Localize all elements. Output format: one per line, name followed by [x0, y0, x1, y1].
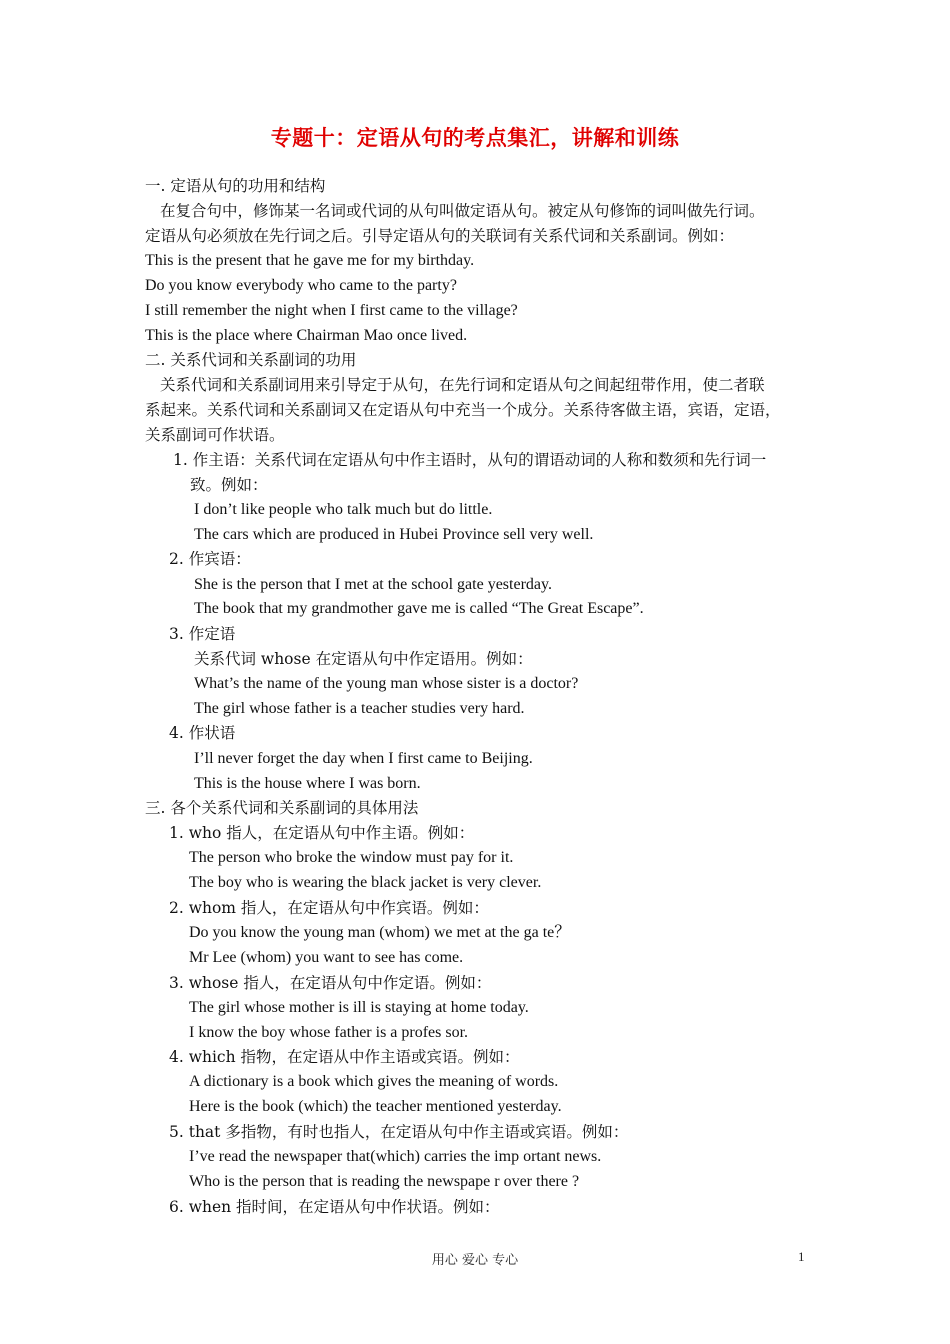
paragraph-line: 定语从句必须放在先行词之后。引导定语从句的关联词有关系代词和关系副词。例如： [145, 227, 735, 245]
example-sentence: I’ve read the newspaper that(which) carries the imp ortant news. [189, 1148, 602, 1165]
subsection-heading: 3. whose 指人，在定语从句中作定语。例如： [169, 974, 492, 992]
paragraph-line: 关系副词可作状语。 [145, 426, 285, 444]
page-title: 专题十：定语从句的考点集汇，讲解和训练 [270, 126, 680, 150]
example-sentence: I don’t like people who talk much but do little. [194, 501, 493, 518]
section-heading-3: 三. 各个关系代词和关系副词的具体用法 [145, 799, 419, 817]
subsection-heading: 5. that 多指物，有时也指人，在定语从句中作主语或宾语。例如： [169, 1123, 629, 1141]
subsection-heading: 2. whom 指人，在定语从句中作宾语。例如： [169, 899, 489, 917]
subsection-heading: 1. who 指人，在定语从句中作主语。例如： [169, 824, 475, 842]
example-sentence: A dictionary is a book which gives the meaning of words. [189, 1073, 559, 1090]
example-sentence: The girl whose mother is ill is staying at home today. [189, 999, 529, 1016]
subsection-heading: 4. 作状语 [169, 724, 236, 742]
section-heading-2: 二. 关系代词和关系副词的功用 [145, 351, 357, 369]
example-sentence: I’ll never forget the day when I first came to Beijing. [194, 750, 533, 767]
example-sentence: The girl whose father is a teacher studies very hard. [194, 700, 525, 717]
example-sentence: The cars which are produced in Hubei Province sell very well. [194, 526, 594, 543]
paragraph-line: 致。例如： [190, 476, 268, 494]
subsection-heading: 6. when 指时间，在定语从句中作状语。例如： [169, 1198, 500, 1216]
example-sentence: This is the place where Chairman Mao once lived. [145, 327, 468, 344]
example-sentence: Do you know the young man (whom) we met at the ga te？ [189, 924, 571, 941]
paragraph-line: 关系代词和关系副词用来引导定于从句，在先行词和定语从句之间起纽带作用，使二者联 [160, 376, 765, 394]
example-sentence: I still remember the night when I first came to the village? [145, 302, 518, 319]
subsection-heading: 4. which 指物，在定语从中作主语或宾语。例如： [169, 1048, 520, 1066]
example-sentence: The person who broke the window must pay for it. [189, 849, 514, 866]
example-sentence: This is the house where I was born. [194, 775, 421, 792]
example-sentence: I know the boy whose father is a profes sor. [189, 1024, 469, 1041]
subsection-heading: 1. 作主语：关系代词在定语从句中作主语时，从句的谓语动词的人称和数须和先行词一 [173, 451, 767, 469]
example-sentence: She is the person that I met at the school gate yesterday. [194, 576, 552, 593]
example-sentence: Who is the person that is reading the newspape r over there ? [189, 1173, 580, 1190]
example-sentence: The boy who is wearing the black jacket is very clever. [189, 874, 542, 891]
section-heading-1: 一. 定语从句的功用和结构 [145, 177, 326, 195]
footer-slogan: 用心 爱心 专心 [431, 1253, 519, 1268]
paragraph-line: 在复合句中，修饰某一名词或代词的从句叫做定语从句。被定从句修饰的词叫做先行词。 [160, 202, 765, 220]
example-sentence: Mr Lee (whom) you want to see has come. [189, 949, 464, 966]
page-number: 1 [798, 1249, 805, 1264]
paragraph-line: 系起来。关系代词和关系副词又在定语从句中充当一个成分。关系待客做主语，宾语，定语， [145, 401, 781, 419]
subsection-heading: 3. 作定语 [169, 625, 236, 643]
example-sentence: Do you know everybody who came to the party? [145, 277, 457, 294]
example-sentence: This is the present that he gave me for my birthday. [145, 252, 475, 269]
example-sentence: What’s the name of the young man whose sister is a doctor? [194, 675, 579, 692]
paragraph-line: 关系代词 whose 在定语从句中作定语用。例如： [194, 650, 533, 668]
subsection-heading: 2. 作宾语： [169, 550, 251, 568]
example-sentence: Here is the book (which) the teacher mentioned yesterday. [189, 1098, 562, 1115]
example-sentence: The book that my grandmother gave me is called “The Great Escape”. [194, 600, 644, 617]
